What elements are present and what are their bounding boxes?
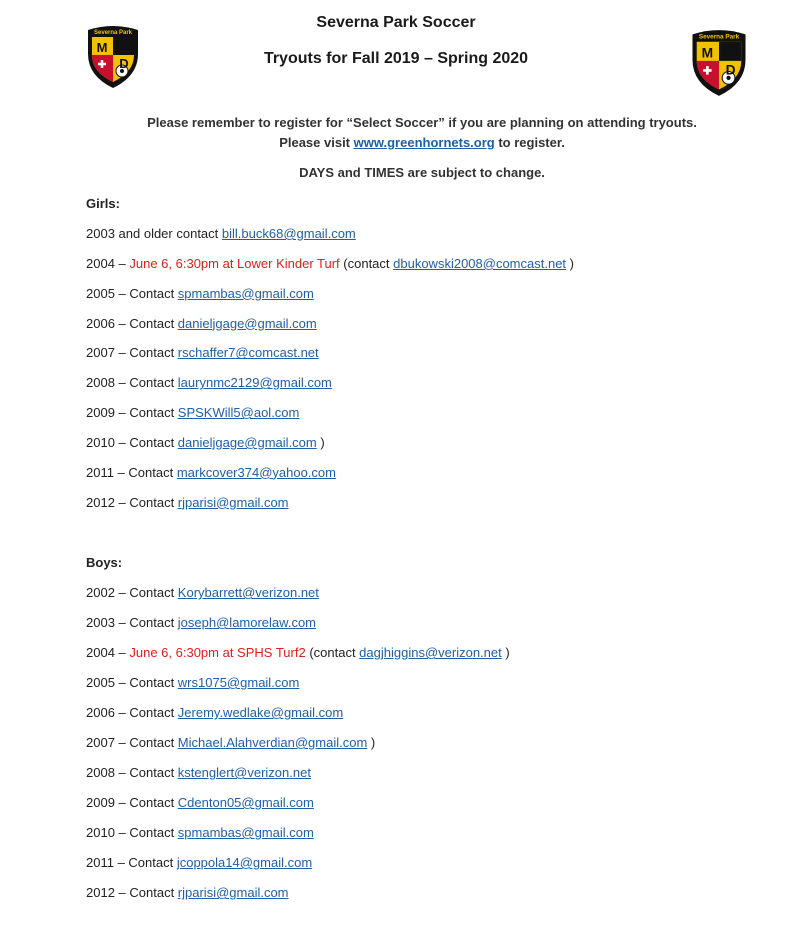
row-label: 2007 – Contact [86, 345, 178, 361]
logo-letter-m: M [96, 40, 108, 55]
row-label: 2004 – [86, 645, 130, 660]
registration-link-line [0, 135, 792, 150]
club-logo-left [84, 24, 142, 90]
tryout-date: June 6, 6:30pm at Lower Kinder Turf [129, 255, 340, 271]
row-label: 2003 – Contact [86, 615, 178, 630]
contact-email-link[interactable]: Cdenton05@gmail.com [177, 795, 314, 810]
tryout-row [86, 855, 312, 870]
tryout-row [86, 735, 375, 750]
tryout-row [86, 675, 299, 690]
tryout-row [86, 825, 314, 840]
contact-prefix: (contact [305, 645, 360, 660]
page-title: Severna Park Soccer [316, 14, 476, 31]
contact-email-link[interactable]: jcoppola14@gmail.com [176, 855, 313, 870]
contact-prefix: (contact [339, 255, 394, 271]
contact-email-link[interactable]: bill.buck68@gmail.com [221, 226, 356, 241]
row-label: 2011 – Contact [86, 855, 177, 870]
contact-email-link[interactable]: markcover374@yahoo.com [176, 464, 336, 480]
boys-heading: Boys: [86, 555, 123, 570]
contact-email-link[interactable]: danieljgage@gmail.com [177, 315, 317, 331]
girls-heading: Girls: [86, 196, 120, 211]
row-label: 2011 – Contact [86, 464, 177, 480]
tryout-row [86, 256, 574, 271]
tryout-row [86, 345, 319, 360]
row-label: 2004 – [86, 255, 130, 271]
tryout-row [86, 765, 311, 780]
row-label: 2006 – Contact [86, 315, 178, 331]
row-suffix: ) [316, 434, 325, 450]
page-subtitle: Tryouts for Fall 2019 – Spring 2020 [263, 50, 529, 67]
row-label: 2010 – Contact [86, 434, 178, 450]
row-label: 2008 – Contact [86, 765, 178, 780]
contact-email-link[interactable]: spmambas@gmail.com [177, 285, 314, 301]
contact-email-link[interactable]: dagjhiggins@verizon.net [359, 645, 502, 660]
contact-email-link[interactable]: SPSKWill5@aol.com [177, 405, 300, 421]
tryout-row [86, 705, 343, 720]
tryout-row [86, 465, 336, 480]
tryout-row [86, 585, 319, 600]
logo-letter-d: D [119, 56, 129, 71]
club-logo-right [688, 28, 750, 98]
registration-notice: Please remember to register for “Select Soccer” if you are planning on attending tryouts. [147, 115, 697, 130]
contact-email-link[interactable]: joseph@lamorelaw.com [177, 615, 316, 630]
row-suffix: ) [566, 255, 574, 271]
row-label: 2003 and older contact [86, 226, 222, 241]
tryout-row [86, 885, 289, 900]
contact-email-link[interactable]: wrs1075@gmail.com [177, 675, 300, 690]
logo-letter-d: D [725, 62, 736, 78]
row-label: 2007 – Contact [86, 735, 178, 750]
tryout-row [86, 645, 510, 660]
row-label: 2009 – Contact [86, 795, 178, 810]
row-label: 2012 – Contact [86, 885, 178, 900]
row-label: 2006 – Contact [86, 705, 178, 720]
tryout-date: June 6, 6:30pm at SPHS Turf2 [129, 645, 306, 660]
logo-letter-m: M [701, 45, 714, 61]
contact-email-link[interactable]: laurynmc2129@gmail.com [177, 375, 332, 391]
row-label: 2012 – Contact [86, 494, 178, 510]
row-suffix: ) [367, 735, 376, 750]
contact-email-link[interactable]: Jeremy.wedlake@gmail.com [177, 705, 344, 720]
tryout-row [86, 435, 325, 450]
tryout-row [86, 795, 314, 810]
tryout-row [86, 615, 316, 630]
tryout-row [86, 226, 356, 241]
row-label: 2005 – Contact [86, 675, 178, 690]
tryout-row [86, 375, 332, 390]
contact-email-link[interactable]: rjparisi@gmail.com [177, 494, 289, 510]
contact-email-link[interactable]: spmambas@gmail.com [177, 825, 314, 840]
tryout-row [86, 495, 289, 510]
row-label: 2005 – Contact [86, 285, 178, 301]
tryout-row [86, 405, 299, 420]
greenhornets-link[interactable]: www.greenhornets.org [353, 135, 495, 150]
row-label: 2010 – Contact [86, 825, 178, 840]
schedule-disclaimer: DAYS and TIMES are subject to change. [299, 165, 545, 180]
tryout-row [86, 286, 314, 301]
notice-suffix: to register. [494, 135, 565, 150]
contact-email-link[interactable]: rschaffer7@comcast.net [177, 345, 319, 361]
contact-email-link[interactable]: Michael.Alahverdian@gmail.com [177, 735, 368, 750]
notice-prefix: Please visit [279, 135, 354, 150]
logo-text: Severna Park [698, 33, 740, 41]
tryout-row [86, 316, 317, 331]
row-suffix: ) [501, 645, 510, 660]
contact-email-link[interactable]: kstenglert@verizon.net [177, 765, 311, 780]
row-label: 2009 – Contact [86, 405, 178, 421]
row-label: 2002 – Contact [86, 585, 178, 600]
contact-email-link[interactable]: rjparisi@gmail.com [177, 885, 289, 900]
contact-email-link[interactable]: danieljgage@gmail.com [177, 434, 317, 450]
row-label: 2008 – Contact [86, 375, 178, 391]
contact-email-link[interactable]: dbukowski2008@comcast.net [393, 255, 567, 271]
logo-text: Severna Park [93, 30, 133, 36]
contact-email-link[interactable]: Korybarrett@verizon.net [177, 585, 319, 600]
